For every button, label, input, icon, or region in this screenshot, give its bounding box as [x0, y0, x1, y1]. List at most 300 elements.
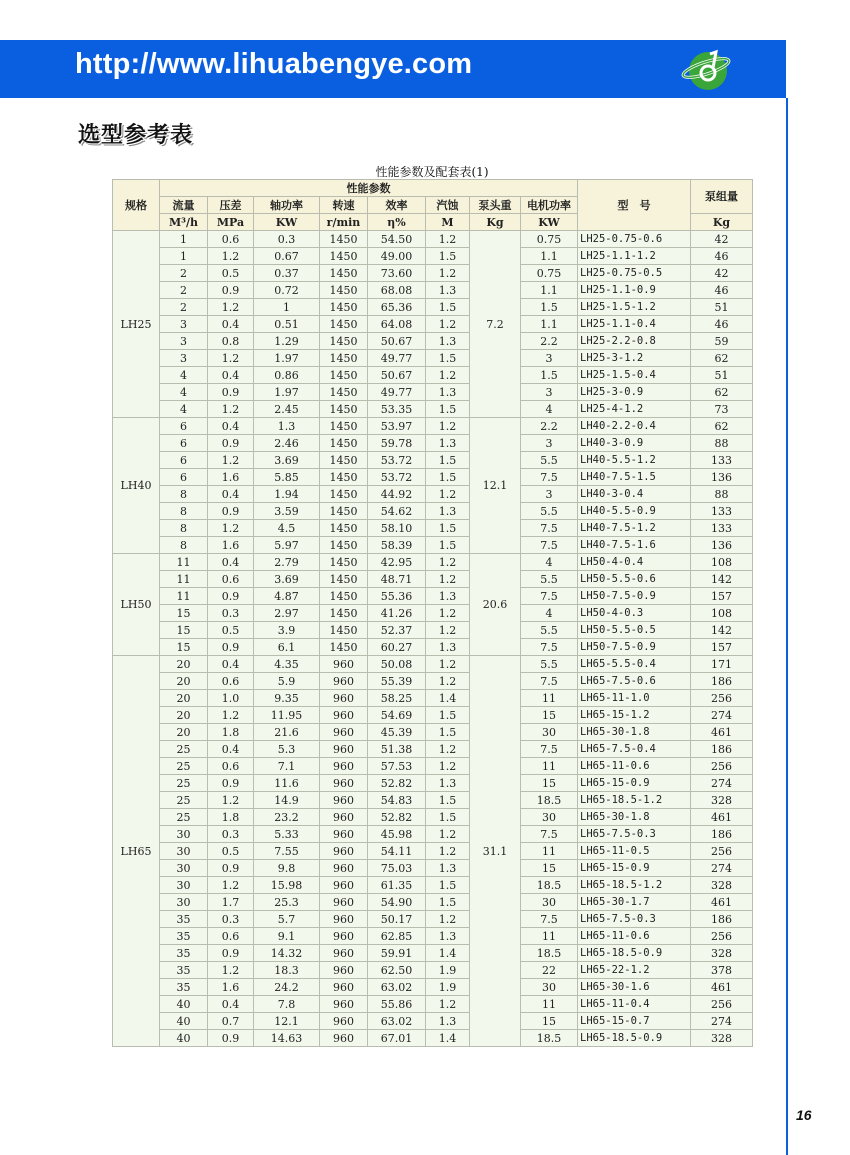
cell-set-weight: 256: [691, 928, 753, 945]
cell-efficiency: 45.39: [368, 724, 426, 741]
cell-set-weight: 88: [691, 486, 753, 503]
cell-pressure: 1.8: [208, 724, 254, 741]
table-row: [113, 554, 753, 571]
cell-set-weight: 256: [691, 843, 753, 860]
table-row: [113, 282, 753, 299]
cell-model: LH40-7.5-1.5: [578, 469, 691, 486]
cell-speed: 1450: [320, 435, 368, 452]
cell-speed: 1450: [320, 588, 368, 605]
cell-speed: 1450: [320, 554, 368, 571]
cell-model: LH65-15-1.2: [578, 707, 691, 724]
unit-pressure: MPa: [208, 214, 254, 231]
cell-set-weight: 328: [691, 792, 753, 809]
cell-model: LH65-11-0.4: [578, 996, 691, 1013]
cell-speed: 1450: [320, 469, 368, 486]
cell-set-weight: 62: [691, 350, 753, 367]
cell-shaft-power: 4.87: [254, 588, 320, 605]
cell-model: LH25-1.5-1.2: [578, 299, 691, 316]
cell-shaft-power: 1: [254, 299, 320, 316]
cell-efficiency: 50.67: [368, 367, 426, 384]
cell-model: LH65-18.5-0.9: [578, 1030, 691, 1047]
cell-speed: 960: [320, 894, 368, 911]
cell-shaft-power: 9.8: [254, 860, 320, 877]
table-row: [113, 826, 753, 843]
cell-efficiency: 49.00: [368, 248, 426, 265]
cell-pressure: 0.9: [208, 639, 254, 656]
cell-model: LH65-7.5-0.4: [578, 741, 691, 758]
cell-speed: 960: [320, 758, 368, 775]
cell-flow: 20: [160, 707, 208, 724]
cell-pressure: 0.5: [208, 265, 254, 282]
cell-cavitation: 1.4: [426, 945, 470, 962]
cell-pressure: 0.6: [208, 758, 254, 775]
unit-efficiency: η%: [368, 214, 426, 231]
cell-cavitation: 1.2: [426, 996, 470, 1013]
unit-speed: r/min: [320, 214, 368, 231]
cell-shaft-power: 5.33: [254, 826, 320, 843]
cell-cavitation: 1.5: [426, 537, 470, 554]
cell-speed: 1450: [320, 605, 368, 622]
cell-speed: 960: [320, 843, 368, 860]
cell-speed: 1450: [320, 503, 368, 520]
cell-efficiency: 42.95: [368, 554, 426, 571]
cell-efficiency: 60.27: [368, 639, 426, 656]
cell-cavitation: 1.5: [426, 350, 470, 367]
performance-table: [112, 179, 753, 1047]
cell-pressure: 0.9: [208, 503, 254, 520]
cell-shaft-power: 1.29: [254, 333, 320, 350]
cell-efficiency: 58.25: [368, 690, 426, 707]
cell-motor-power: 11: [521, 928, 578, 945]
cell-efficiency: 54.50: [368, 231, 426, 248]
cell-motor-power: 11: [521, 996, 578, 1013]
cell-flow: 30: [160, 860, 208, 877]
cell-pressure: 0.4: [208, 741, 254, 758]
cell-shaft-power: 2.45: [254, 401, 320, 418]
header-banner: [0, 40, 786, 98]
col-cavitation-header: 汽蚀: [426, 197, 470, 214]
cell-pressure: 1.6: [208, 537, 254, 554]
cell-speed: 960: [320, 724, 368, 741]
cell-efficiency: 63.02: [368, 1013, 426, 1030]
right-margin-rule: [786, 98, 788, 1098]
table-row: [113, 860, 753, 877]
cell-flow: 8: [160, 520, 208, 537]
cell-model: LH65-30-1.6: [578, 979, 691, 996]
table-row: [113, 707, 753, 724]
cell-set-weight: 142: [691, 622, 753, 639]
cell-pressure: 0.4: [208, 418, 254, 435]
table-caption: 性能参数及配套表(1): [375, 165, 489, 179]
cell-model: LH50-7.5-0.9: [578, 588, 691, 605]
table-row: [113, 537, 753, 554]
cell-pressure: 1.8: [208, 809, 254, 826]
table-row: [113, 979, 753, 996]
cell-motor-power: 30: [521, 894, 578, 911]
cell-shaft-power: 1.3: [254, 418, 320, 435]
cell-motor-power: 5.5: [521, 452, 578, 469]
cell-efficiency: 68.08: [368, 282, 426, 299]
cell-set-weight: 461: [691, 809, 753, 826]
cell-speed: 960: [320, 826, 368, 843]
cell-flow: 30: [160, 843, 208, 860]
cell-cavitation: 1.5: [426, 469, 470, 486]
cell-efficiency: 62.50: [368, 962, 426, 979]
unit-head-weight: Kg: [470, 214, 521, 231]
cell-speed: 960: [320, 775, 368, 792]
cell-flow: 1: [160, 248, 208, 265]
cell-set-weight: 157: [691, 588, 753, 605]
cell-shaft-power: 0.86: [254, 367, 320, 384]
cell-model: LH50-4-0.4: [578, 554, 691, 571]
cell-flow: 15: [160, 639, 208, 656]
cell-pressure: 1.2: [208, 401, 254, 418]
cell-flow: 8: [160, 503, 208, 520]
cell-cavitation: 1.2: [426, 758, 470, 775]
cell-cavitation: 1.5: [426, 520, 470, 537]
cell-model: LH40-2.2-0.4: [578, 418, 691, 435]
cell-cavitation: 1.3: [426, 503, 470, 520]
cell-motor-power: 0.75: [521, 231, 578, 248]
cell-set-weight: 59: [691, 333, 753, 350]
cell-set-weight: 42: [691, 265, 753, 282]
cell-shaft-power: 3.69: [254, 452, 320, 469]
cell-pressure: 1.7: [208, 894, 254, 911]
cell-pressure: 0.3: [208, 911, 254, 928]
cell-efficiency: 49.77: [368, 384, 426, 401]
cell-speed: 960: [320, 1030, 368, 1047]
cell-efficiency: 48.71: [368, 571, 426, 588]
cell-efficiency: 50.08: [368, 656, 426, 673]
cell-flow: 35: [160, 945, 208, 962]
cell-set-weight: 186: [691, 911, 753, 928]
cell-cavitation: 1.3: [426, 928, 470, 945]
cell-cavitation: 1.2: [426, 554, 470, 571]
cell-pressure: 0.7: [208, 1013, 254, 1030]
cell-cavitation: 1.2: [426, 605, 470, 622]
cell-set-weight: 256: [691, 996, 753, 1013]
cell-shaft-power: 14.9: [254, 792, 320, 809]
cell-cavitation: 1.2: [426, 673, 470, 690]
cell-efficiency: 53.72: [368, 452, 426, 469]
cell-motor-power: 3: [521, 435, 578, 452]
cell-set-weight: 133: [691, 503, 753, 520]
cell-model: LH25-0.75-0.5: [578, 265, 691, 282]
cell-set-weight: 62: [691, 384, 753, 401]
cell-cavitation: 1.5: [426, 248, 470, 265]
col-model-header: 型 号: [578, 180, 691, 231]
cell-speed: 960: [320, 690, 368, 707]
cell-speed: 1450: [320, 452, 368, 469]
cell-set-weight: 51: [691, 367, 753, 384]
cell-set-weight: 171: [691, 656, 753, 673]
cell-speed: 1450: [320, 622, 368, 639]
cell-flow: 40: [160, 996, 208, 1013]
cell-cavitation: 1.4: [426, 1030, 470, 1047]
cell-pressure: 0.9: [208, 860, 254, 877]
cell-flow: 20: [160, 656, 208, 673]
table-row: [113, 911, 753, 928]
unit-shaft-power: KW: [254, 214, 320, 231]
table-row: [113, 775, 753, 792]
cell-cavitation: 1.5: [426, 401, 470, 418]
cell-cavitation: 1.3: [426, 588, 470, 605]
table-row: [113, 350, 753, 367]
cell-shaft-power: 5.7: [254, 911, 320, 928]
cell-model: LH25-1.1-1.2: [578, 248, 691, 265]
cell-flow: 35: [160, 979, 208, 996]
cell-set-weight: 133: [691, 520, 753, 537]
cell-shaft-power: 3.59: [254, 503, 320, 520]
cell-efficiency: 59.91: [368, 945, 426, 962]
cell-set-weight: 133: [691, 452, 753, 469]
cell-shaft-power: 5.97: [254, 537, 320, 554]
table-row: [113, 401, 753, 418]
cell-shaft-power: 7.1: [254, 758, 320, 775]
cell-cavitation: 1.5: [426, 707, 470, 724]
cell-pressure: 0.4: [208, 996, 254, 1013]
cell-flow: 1: [160, 231, 208, 248]
cell-set-weight: 328: [691, 877, 753, 894]
table-row: [113, 843, 753, 860]
table-row: [113, 418, 753, 435]
cell-cavitation: 1.5: [426, 452, 470, 469]
cell-flow: 35: [160, 962, 208, 979]
cell-model: LH50-7.5-0.9: [578, 639, 691, 656]
cell-efficiency: 61.35: [368, 877, 426, 894]
cell-pressure: 1.2: [208, 299, 254, 316]
cell-pressure: 0.4: [208, 656, 254, 673]
cell-cavitation: 1.2: [426, 486, 470, 503]
cell-speed: 1450: [320, 571, 368, 588]
cell-cavitation: 1.3: [426, 333, 470, 350]
cell-efficiency: 62.85: [368, 928, 426, 945]
cell-efficiency: 44.92: [368, 486, 426, 503]
table-row: [113, 605, 753, 622]
cell-shaft-power: 4.5: [254, 520, 320, 537]
cell-cavitation: 1.9: [426, 979, 470, 996]
cell-cavitation: 1.2: [426, 843, 470, 860]
cell-motor-power: 1.5: [521, 299, 578, 316]
cell-motor-power: 18.5: [521, 877, 578, 894]
cell-flow: 20: [160, 673, 208, 690]
cell-pressure: 1.2: [208, 452, 254, 469]
cell-set-weight: 46: [691, 316, 753, 333]
cell-motor-power: 11: [521, 843, 578, 860]
cell-cavitation: 1.5: [426, 792, 470, 809]
cell-motor-power: 18.5: [521, 792, 578, 809]
cell-set-weight: 73: [691, 401, 753, 418]
cell-shaft-power: 0.37: [254, 265, 320, 282]
cell-head-weight: 20.6: [470, 554, 521, 656]
cell-shaft-power: 0.51: [254, 316, 320, 333]
cell-model: LH25-0.75-0.6: [578, 231, 691, 248]
cell-speed: 960: [320, 809, 368, 826]
cell-speed: 1450: [320, 316, 368, 333]
cell-set-weight: 88: [691, 435, 753, 452]
cell-motor-power: 1.1: [521, 282, 578, 299]
cell-flow: 20: [160, 690, 208, 707]
cell-pressure: 1.0: [208, 690, 254, 707]
cell-shaft-power: 0.67: [254, 248, 320, 265]
cell-pressure: 0.9: [208, 775, 254, 792]
cell-motor-power: 18.5: [521, 1030, 578, 1047]
table-row: [113, 469, 753, 486]
cell-cavitation: 1.5: [426, 299, 470, 316]
cell-pressure: 0.9: [208, 282, 254, 299]
cell-model: LH25-1.1-0.9: [578, 282, 691, 299]
cell-motor-power: 4: [521, 401, 578, 418]
cell-shaft-power: 5.85: [254, 469, 320, 486]
table-row: [113, 962, 753, 979]
cell-flow: 11: [160, 554, 208, 571]
cell-shaft-power: 14.63: [254, 1030, 320, 1047]
cell-pressure: 1.6: [208, 979, 254, 996]
cell-set-weight: 42: [691, 231, 753, 248]
cell-pressure: 0.5: [208, 622, 254, 639]
cell-shaft-power: 21.6: [254, 724, 320, 741]
cell-flow: 30: [160, 877, 208, 894]
cell-shaft-power: 24.2: [254, 979, 320, 996]
cell-cavitation: 1.3: [426, 860, 470, 877]
cell-efficiency: 49.77: [368, 350, 426, 367]
table-row: [113, 622, 753, 639]
cell-motor-power: 2.2: [521, 418, 578, 435]
cell-model: LH65-30-1.8: [578, 724, 691, 741]
cell-flow: 4: [160, 384, 208, 401]
cell-model: LH65-18.5-0.9: [578, 945, 691, 962]
cell-model: LH65-11-0.6: [578, 928, 691, 945]
cell-motor-power: 7.5: [521, 469, 578, 486]
cell-flow: 2: [160, 299, 208, 316]
table-row: [113, 384, 753, 401]
cell-shaft-power: 12.1: [254, 1013, 320, 1030]
table-row: [113, 945, 753, 962]
cell-efficiency: 58.39: [368, 537, 426, 554]
cell-pressure: 0.4: [208, 486, 254, 503]
cell-cavitation: 1.2: [426, 622, 470, 639]
cell-speed: 1450: [320, 333, 368, 350]
cell-flow: 8: [160, 537, 208, 554]
cell-set-weight: 62: [691, 418, 753, 435]
table-row: [113, 809, 753, 826]
cell-shaft-power: 1.97: [254, 350, 320, 367]
cell-motor-power: 15: [521, 860, 578, 877]
cell-model: LH50-4-0.3: [578, 605, 691, 622]
cell-efficiency: 59.78: [368, 435, 426, 452]
cell-speed: 1450: [320, 520, 368, 537]
col-set-weight-header: 泵组量: [691, 180, 753, 214]
cell-shaft-power: 7.55: [254, 843, 320, 860]
cell-pressure: 0.9: [208, 384, 254, 401]
cell-model: LH65-30-1.8: [578, 809, 691, 826]
cell-flow: 6: [160, 452, 208, 469]
cell-motor-power: 1.5: [521, 367, 578, 384]
cell-speed: 960: [320, 673, 368, 690]
cell-shaft-power: 25.3: [254, 894, 320, 911]
cell-cavitation: 1.4: [426, 690, 470, 707]
cell-set-weight: 328: [691, 945, 753, 962]
cell-speed: 1450: [320, 486, 368, 503]
table-row: [113, 265, 753, 282]
cell-efficiency: 73.60: [368, 265, 426, 282]
cell-set-weight: 256: [691, 690, 753, 707]
cell-set-weight: 274: [691, 775, 753, 792]
cell-motor-power: 22: [521, 962, 578, 979]
cell-flow: 40: [160, 1030, 208, 1047]
cell-speed: 960: [320, 707, 368, 724]
cell-cavitation: 1.2: [426, 316, 470, 333]
table-row: [113, 435, 753, 452]
table-body: [113, 231, 753, 1047]
cell-flow: 30: [160, 826, 208, 843]
cell-model: LH40-5.5-1.2: [578, 452, 691, 469]
page-number: 16: [796, 1107, 812, 1123]
cell-cavitation: 1.3: [426, 1013, 470, 1030]
table-row: [113, 894, 753, 911]
cell-shaft-power: 11.95: [254, 707, 320, 724]
cell-efficiency: 65.36: [368, 299, 426, 316]
cell-shaft-power: 14.32: [254, 945, 320, 962]
cell-motor-power: 30: [521, 724, 578, 741]
cell-pressure: 0.6: [208, 231, 254, 248]
cell-motor-power: 7.5: [521, 826, 578, 843]
cell-model: LH50-5.5-0.6: [578, 571, 691, 588]
cell-efficiency: 51.38: [368, 741, 426, 758]
cell-model: LH65-11-0.5: [578, 843, 691, 860]
cell-efficiency: 58.10: [368, 520, 426, 537]
cell-set-weight: 378: [691, 962, 753, 979]
cell-efficiency: 54.83: [368, 792, 426, 809]
cell-speed: 1450: [320, 299, 368, 316]
cell-set-weight: 142: [691, 571, 753, 588]
table-row: [113, 367, 753, 384]
cell-efficiency: 53.97: [368, 418, 426, 435]
cell-flow: 35: [160, 911, 208, 928]
cell-cavitation: 1.2: [426, 656, 470, 673]
table-row: [113, 1013, 753, 1030]
cell-shaft-power: 2.97: [254, 605, 320, 622]
cell-motor-power: 5.5: [521, 503, 578, 520]
table-row: [113, 299, 753, 316]
cell-flow: 35: [160, 928, 208, 945]
cell-speed: 1450: [320, 639, 368, 656]
cell-set-weight: 461: [691, 894, 753, 911]
cell-speed: 1450: [320, 384, 368, 401]
cell-pressure: 1.6: [208, 469, 254, 486]
cell-speed: 1450: [320, 350, 368, 367]
cell-pressure: 0.9: [208, 588, 254, 605]
cell-flow: 6: [160, 469, 208, 486]
cell-flow: 25: [160, 741, 208, 758]
cell-flow: 3: [160, 350, 208, 367]
cell-motor-power: 18.5: [521, 945, 578, 962]
cell-flow: 40: [160, 1013, 208, 1030]
cell-cavitation: 1.3: [426, 639, 470, 656]
cell-set-weight: 186: [691, 826, 753, 843]
cell-speed: 960: [320, 860, 368, 877]
cell-pressure: 0.6: [208, 673, 254, 690]
cell-model: LH40-7.5-1.6: [578, 537, 691, 554]
col-speed-header: 转速: [320, 197, 368, 214]
table-row: [113, 877, 753, 894]
cell-set-weight: 51: [691, 299, 753, 316]
cell-speed: 1450: [320, 248, 368, 265]
cell-model: LH25-4-1.2: [578, 401, 691, 418]
table-row: [113, 741, 753, 758]
website-url[interactable]: http://www.lihuabengye.com: [75, 48, 473, 80]
cell-pressure: 0.5: [208, 843, 254, 860]
